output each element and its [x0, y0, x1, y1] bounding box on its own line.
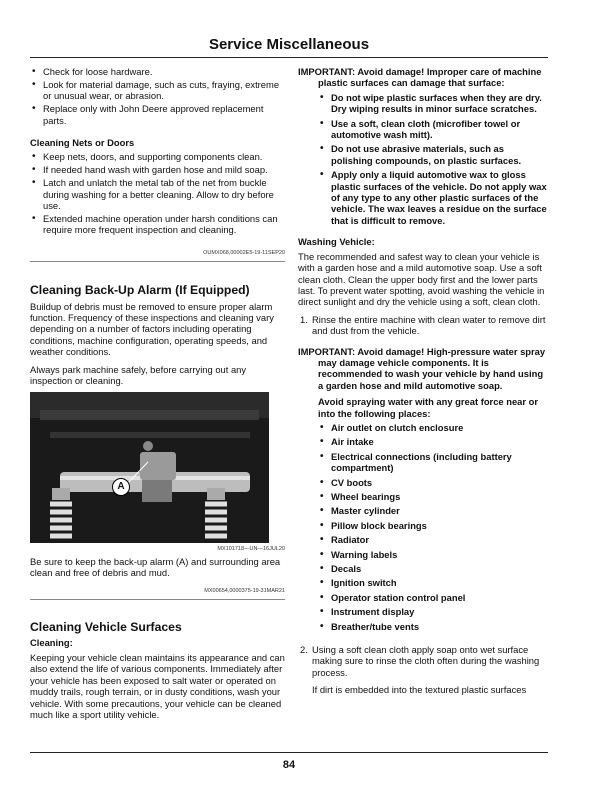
list-item: • Wheel bearings — [318, 491, 548, 502]
list-item: • Replace only with John Deere approved replacement parts. — [30, 103, 285, 126]
list-item: • Keep nets, doors, and supporting components clean. — [30, 151, 285, 162]
reference-code: OUMX068,00002E5-19-11SEP20 — [203, 249, 285, 256]
page-number: 84 — [282, 759, 296, 771]
list-item: • Air outlet on clutch enclosure — [318, 422, 548, 433]
alarm-paragraph: Buildup of debris must be removed to ensure proper alarm function. Frequency of these inspections and cleaning vary depending on a number of factors including operating conditions, machine configuration, operating speeds, and weather conditions. — [30, 300, 274, 358]
step-item — [298, 644, 548, 678]
list-item: • Extended machine operation under harsh conditions can require more frequent inspection and cleaning. — [30, 213, 285, 236]
backup-alarm-illustration — [30, 392, 269, 543]
step-number: 2. — [300, 644, 308, 656]
surfaces-heading: Cleaning Vehicle Surfaces — [30, 620, 182, 635]
section-divider — [30, 261, 285, 262]
reference-code: MX00654,0000375-19-31MAR21 — [204, 587, 285, 594]
alarm-paragraph: Be sure to keep the back-up alarm (A) and surrounding area clean and free of debris and mud. — [30, 555, 281, 579]
nets-bullet-list — [30, 151, 285, 235]
list-item: • Apply only a liquid automotive wax to gloss plastic surfaces of the vehicle. Do not apply wax of any type to any other plastic surfaces of the vehicle. The wax leaves a residue on the surface that is difficult to remove. — [318, 169, 548, 226]
list-item: • Ignition switch — [318, 577, 548, 588]
list-item: • Check for loose hardware. — [30, 66, 285, 77]
page-title: Service Miscellaneous — [208, 36, 370, 53]
list-item: • Breather/tube vents — [318, 621, 548, 632]
left-column — [30, 66, 285, 726]
list-item: • Use a soft, clean cloth (microfiber towel or automotive wash mitt). — [318, 118, 548, 141]
important-subtext: Avoid spraying water with any great force near or into the following places: — [318, 396, 539, 419]
right-column — [298, 66, 548, 702]
list-item: • If needed hand wash with garden hose and mild soap. — [30, 164, 285, 175]
alarm-paragraph: Always park machine safely, before carrying out any inspection or cleaning. — [30, 363, 247, 387]
step-text: Rinse the entire machine with clean water to remove dirt and dust from the vehicle. — [312, 313, 546, 337]
important-notice — [298, 346, 548, 633]
list-item: • Latch and unlatch the metal tab of the net from buckle during washing for a better cleaning. Allow to dry before use. — [30, 177, 285, 211]
step-item — [298, 314, 548, 337]
backup-alarm-photo — [30, 392, 269, 543]
cleaning-subheading: Cleaning: — [30, 637, 73, 649]
list-item: • Pillow block bearings — [318, 520, 548, 531]
list-item: • Operator station control panel — [318, 592, 548, 603]
figure-caption: MX101718—UN—16JUL20 — [217, 546, 285, 553]
washing-heading: Washing Vehicle: — [298, 236, 375, 248]
list-item: • Decals — [318, 563, 548, 574]
header-rule — [30, 57, 548, 58]
section-divider — [30, 599, 285, 600]
important-title: IMPORTANT: Avoid damage! High-pressure water spray may damage vehicle components. It is recommended to wash your vehicle by hand using a garden hose and mild automotive soap. — [298, 345, 546, 391]
footer-rule — [30, 752, 548, 753]
cleaning-paragraph: Keeping your vehicle clean maintains its appearance and can also extend the life of various components. Immediately after your vehicle has been exposed to salt water or operated on muddy trails, rough terrain, or in dusty conditions, wash your vehicle. With some precautions, your vehicle can be cleaned much like a sport utility vehicle. — [30, 651, 285, 720]
list-item: • Do not wipe plastic surfaces when they are dry. Dry wiping results in minor surface scratches. — [318, 92, 548, 115]
list-item: • CV boots — [318, 477, 548, 488]
nets-heading: Cleaning Nets or Doors — [30, 137, 135, 149]
list-item: • Electrical connections (including battery compartment) — [318, 451, 548, 474]
list-item: • Do not use abrasive materials, such as polishing compounds, on plastic surfaces. — [318, 143, 548, 166]
callout-label: A — [112, 478, 130, 496]
important-bullet-list — [298, 92, 548, 226]
list-item: • Master cylinder — [318, 505, 548, 516]
list-item: • Instrument display — [318, 606, 548, 617]
list-item: • Air intake — [318, 436, 548, 447]
list-item: • Warning labels — [318, 549, 548, 560]
list-item: • Radiator — [318, 534, 548, 545]
step-text: Using a soft clean cloth apply soap onto wet surface making sure to rinse the cloth often during the washing process. — [312, 644, 540, 678]
washing-paragraph: The recommended and safest way to clean your vehicle is with a garden hose and a mild automotive soap. Use a soft clean cloth. Clean the upper body first and the lower parts last. To prevent water spotting, avoid washing the vehicle in direct sunlight and dry the vehicle using a soft, clean cloth. — [298, 250, 545, 308]
important-title: IMPORTANT: Avoid damage! Improper care of machine plastic surfaces can damage that surface: — [298, 66, 542, 89]
intro-bullet-list — [30, 66, 285, 126]
important-notice — [298, 66, 548, 226]
list-item: • Look for material damage, such as cuts, fraying, extreme or unusual wear, or abrasion. — [30, 79, 285, 102]
alarm-heading: Cleaning Back-Up Alarm (If Equipped) — [30, 283, 250, 298]
important-bullet-list — [298, 422, 548, 632]
step-number: 1. — [300, 313, 308, 325]
step-continuation: If dirt is embedded into the textured plastic surfaces — [312, 684, 527, 696]
